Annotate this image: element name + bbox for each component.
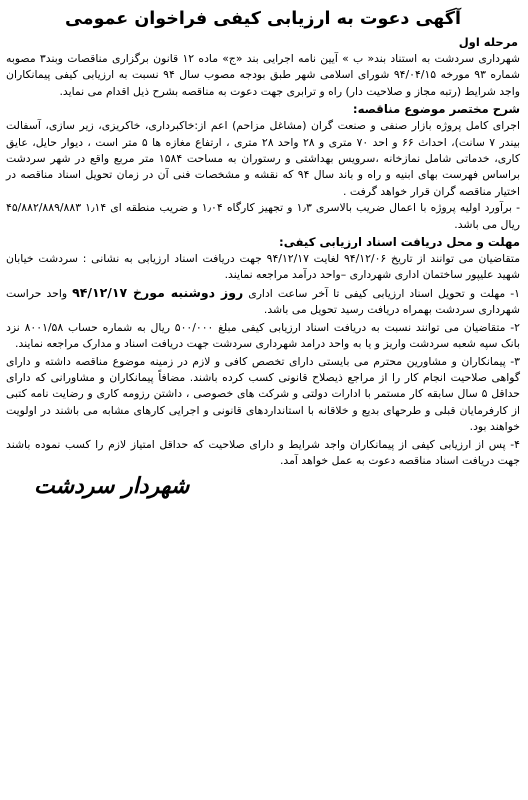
subject-heading: شرح مختصر موضوع مناقصه: [352,102,520,117]
intro-paragraph: شهرداری سردشت به استناد بند« ب » آیین نامه اجرایی بند «ج» ماده ۱۲ قانون برگزاری مناقصات وبند۳ مصوبه شماره ۹۳ مورخه ۹۴/۰۴/۱۵ شورای اسلامی شهر طبق بودجه مصوب سال ۹۴ نسبت به ارزیابی کیفی پیمانکاران واجد شرایط (رتبه مجاز و صلاحیت دار) راه و ترابری جهت دعوت به مناقصه بشرح ذیل اقدام می نماید. [6,52,521,98]
item-1-deadline: روز دوشنبه مورخ ۹۴/۱۲/۱۷ [72,284,244,300]
subject-paragraph: اجرای کامل پروژه بازار صنفی و صنعت گران (مشاغل مزاحم) اعم از:خاکبرداری، خاکریزی، زیر سازی، آسفالت بیندر ۷ سانت)، احداث ۶۶ و احد ۷۰ متری و ۲۸ واحد ۲۸ متری ، ارتفاع مغازه ها ۵ متر است ، دیوار حایل، عایق کاری، خدماتی شامل نمازخانه ،سرویس بهداشتی و رستوران به مساحت ۱۵۸۴ متر مربع واقع در شهر سردشت براساس فهرست بهای ابنیه و راه و باند سال ۹۴ که نقشه و مشخصات فنی آن در زمان تحویل اسناد مناقصه در اختیار مناقصه گران قرار خواهد گرفت . [6,119,520,198]
notice-title: آگهی دعوت به ارزیابی کیفی فراخوان عمومی [65,9,461,29]
item-3: ۳- پیمانکاران و مشاورین محترم می بایستی دارای تخصص کافی و لازم در زمینه موضوع مناقصه داشته و دارای گواهی صلاحیت انجام کار را از مراجع ذیصلاح قانونی کسب کرده باشند. مضافاً پیمانکاران و مشاورانی که دارای حداقل ۵ سال سابقه کار مستمر با ادارات دولتی و شرکت های خصوصی ، داشتن رزومه کاری و رضایت نامه کتبی از کارفرمایان قبلی و طرحهای بدیع و خلاقانه با استانداردهای قانونی و اجرایی کارهای مشابه می باشند در اولویت خواهند بود. [6,354,520,434]
docs-heading: مهلت و محل دریافت اسناد ارزیابی کیفی: [279,235,520,250]
item-4: ۴- پس از ارزیابی کیفی از پیمانکاران واجد شرایط و دارای صلاحیت که حداقل امتیاز لازم را کسب نموده باشند جهت دریافت اسناد مناقصه دعوت به عمل خواهد آمد. [6,437,520,467]
item-1 [6,285,520,319]
item-2: ۲- متقاضیان می توانند نسبت به دریافت اسناد ارزیابی کیفی مبلغ ۵۰۰/۰۰۰ ریال به شماره حساب ۸۰۰۱/۵۸ نزد بانک سپه شعبه سردشت واریز و یا به واحد درامد شهرداری سردشت جهت دریافت اسناد و مدارک مراجعه نمایند. [6,320,520,351]
signature: شهردار سردشت [34,473,190,500]
stage-label: مرحله اول [458,35,518,49]
estimate-paragraph: - برآورد اولیه پروژه با اعمال ضریب بالاسری ۱٫۳ و تجهیز کارگاه ۱٫۰۴ و ضریب منطقه ای ۱٫۱۴ ۴۵/۸۸۲/۸۸۹/۸۸۳ ریال می باشد. [6,201,521,231]
docs-paragraph: متقاضیان می توانند از تاریخ ۹۴/۱۲/۰۶ لغایت ۹۴/۱۲/۱۷ جهت دریافت اسناد ارزیابی به نشانی : سردشت خیابان شهید علیپور ساختمان اداری شهرداری –واحد درآمد مراجعه نمایند. [6,252,521,282]
item-1-text-a: ۱- مهلت و تحویل اسناد ارزیابی کیفی تا آخر ساعت اداری [243,286,520,300]
item-1-text-c: واحد حراست شهرداری سردشت بهمراه دریافت رسید تحویل می باشد. [6,286,520,317]
